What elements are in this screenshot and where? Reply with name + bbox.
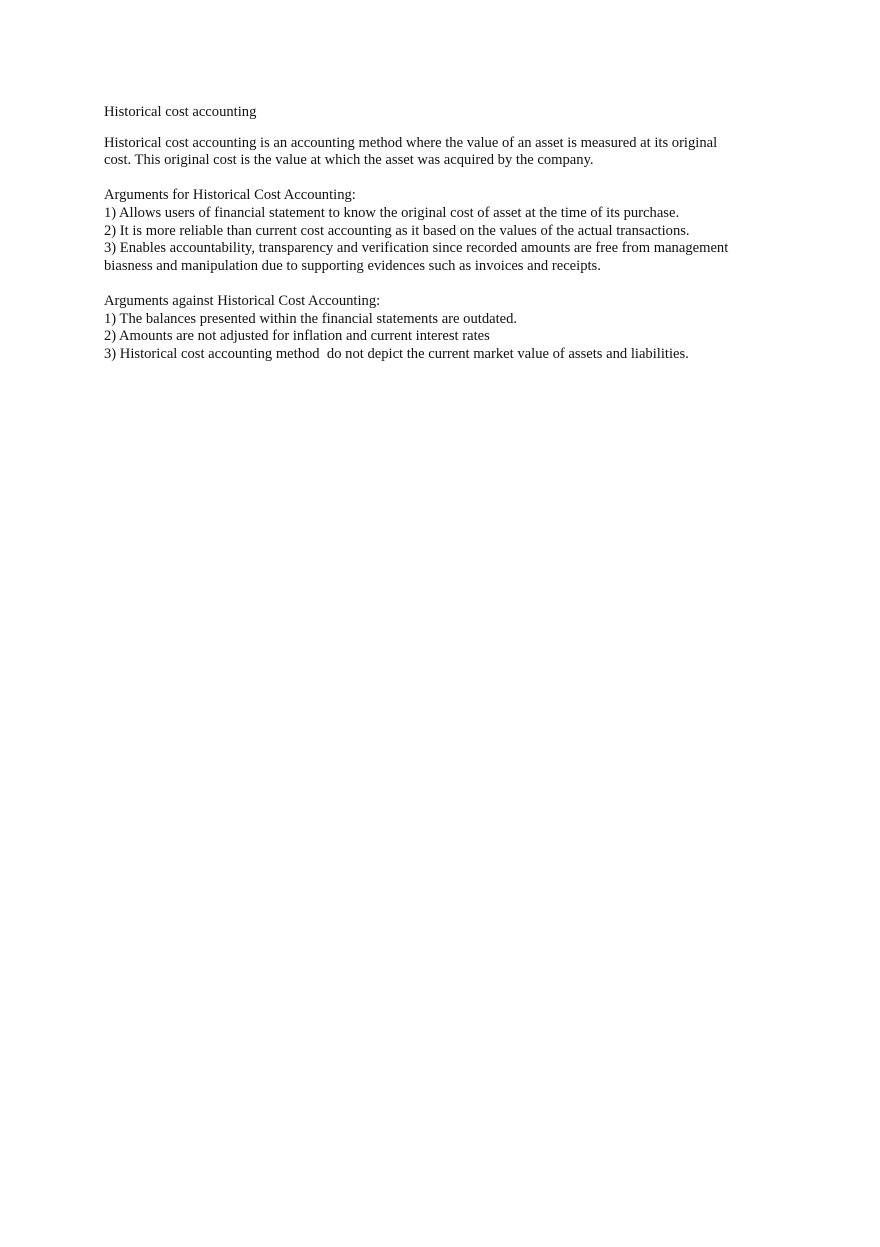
list-item: 3) Enables accountability, transparency and verification since recorded amounts are free from management biasness and manipulation due to supporting evidences such as invoices and receipts.: [104, 240, 732, 274]
document-content: [104, 104, 744, 381]
list-item: 2) Amounts are not adjusted for inflation and current interest rates: [104, 328, 490, 345]
list-item: 1) Allows users of financial statement to know the original cost of asset at the time of its purchase.: [104, 204, 680, 221]
intro-paragraph: Historical cost accounting is an accounting method where the value of an asset is measured at its original cost. This original cost is the value at which the asset was acquired by the company.: [104, 134, 718, 169]
arguments-for-heading: Arguments for Historical Cost Accounting:: [104, 187, 356, 204]
arguments-against-list: [104, 311, 744, 364]
arguments-against-heading: Arguments against Historical Cost Accounting:: [104, 292, 381, 309]
list-item: 1) The balances presented within the financial statements are outdated.: [104, 310, 518, 327]
list-item: 2) It is more reliable than current cost accounting as it based on the values of the actual transactions.: [104, 222, 690, 239]
document-title: Historical cost accounting: [104, 104, 257, 120]
list-item: 3) Historical cost accounting method do not depict the current market value of assets and liabilities.: [104, 345, 689, 362]
arguments-for-list: [104, 205, 744, 275]
arguments-against-section: [104, 293, 744, 363]
arguments-for-section: [104, 187, 744, 275]
